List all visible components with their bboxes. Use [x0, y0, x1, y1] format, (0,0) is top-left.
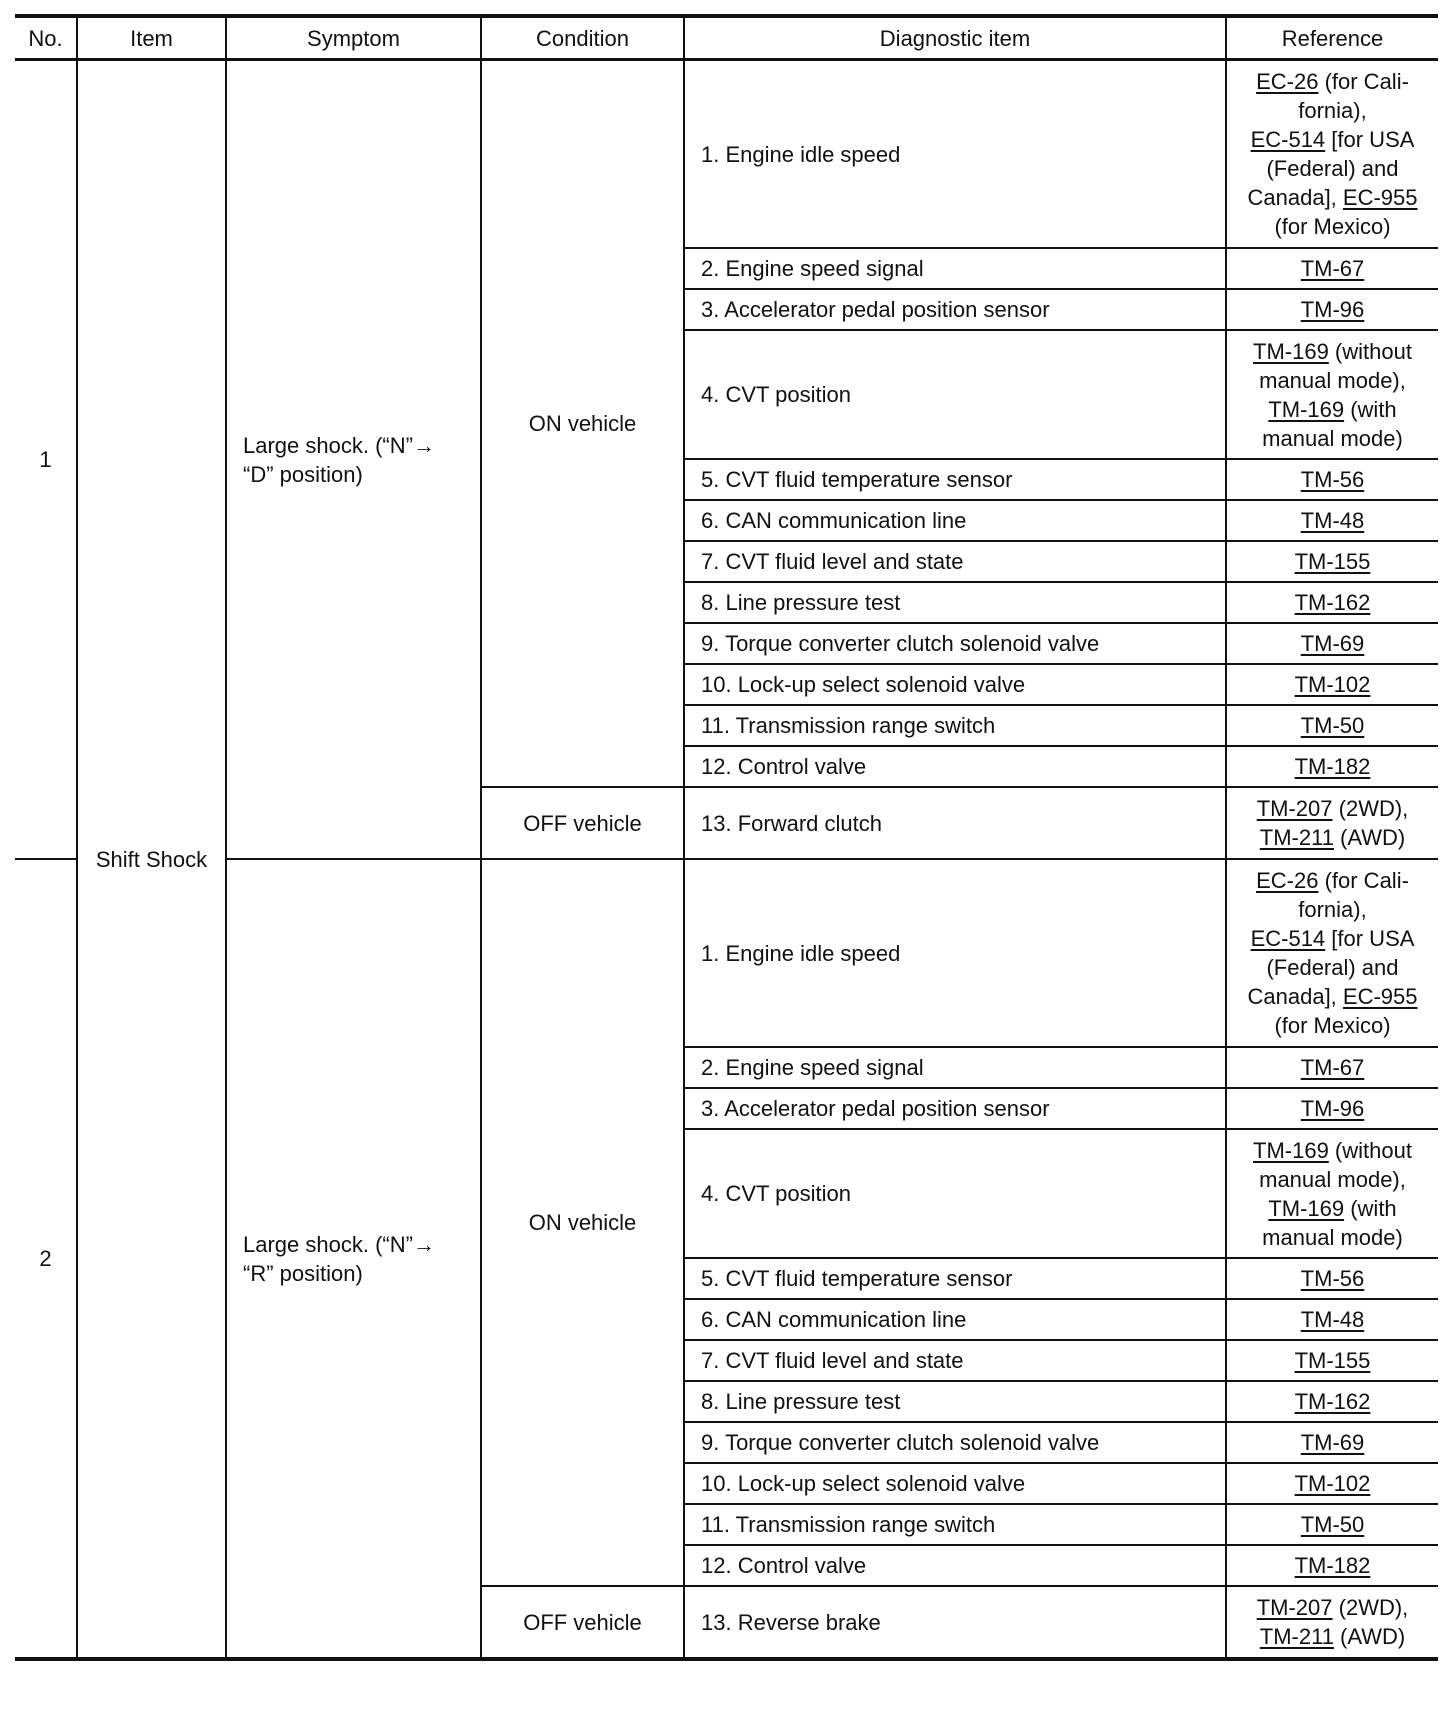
text: manual mode),	[1259, 1166, 1406, 1192]
reference-link[interactable]: TM-69	[1300, 631, 1365, 656]
reference-cell	[1226, 623, 1438, 664]
text: (without	[1328, 338, 1412, 364]
reference-link[interactable]: TM-56	[1300, 467, 1365, 492]
text: Canada],	[1247, 185, 1343, 210]
diagnostic-item: 4. CVT position	[684, 1129, 1226, 1258]
condition-off-vehicle: OFF vehicle	[481, 787, 684, 859]
reference-cell	[1226, 1381, 1438, 1422]
diagnostic-item: 9. Torque converter clutch solenoid valve	[684, 1422, 1226, 1463]
condition-on-vehicle: ON vehicle	[481, 859, 684, 1586]
reference-cell	[1226, 1299, 1438, 1340]
reference-cell	[1226, 1422, 1438, 1463]
text: (Federal) and	[1266, 156, 1399, 181]
text: (with	[1344, 1195, 1397, 1221]
text: Canada],	[1247, 984, 1343, 1009]
diagnostic-item: 12. Control valve	[684, 1545, 1226, 1586]
reference-cell	[1226, 746, 1438, 787]
text: (Federal) and	[1266, 955, 1399, 980]
header-reference: Reference	[1226, 16, 1438, 60]
reference-link[interactable]: TM-48	[1300, 1307, 1365, 1332]
diagnostic-item: 9. Torque converter clutch solenoid valve	[684, 623, 1226, 664]
text: [for USA	[1325, 127, 1415, 152]
reference-cell	[1226, 1463, 1438, 1504]
reference-link[interactable]: TM-102	[1294, 672, 1371, 697]
reference-cell	[1226, 541, 1438, 582]
reference-link[interactable]: TM-207	[1256, 1595, 1333, 1620]
reference-cell	[1226, 1340, 1438, 1381]
reference-cell	[1226, 859, 1438, 1047]
diagnostic-item: 2. Engine speed signal	[684, 1047, 1226, 1088]
reference-cell	[1226, 330, 1438, 459]
reference-link[interactable]: TM-169	[1253, 338, 1329, 364]
reference-link[interactable]: TM-67	[1300, 1055, 1365, 1080]
text: (AWD)	[1333, 825, 1406, 850]
diagnostic-item: 8. Line pressure test	[684, 1381, 1226, 1422]
diagnostic-item: 4. CVT position	[684, 330, 1226, 459]
condition-on-vehicle: ON vehicle	[481, 60, 684, 788]
text: (2WD),	[1332, 1595, 1409, 1620]
diagnostic-item: 1. Engine idle speed	[684, 60, 1226, 249]
reference-cell	[1226, 582, 1438, 623]
reference-cell	[1226, 787, 1438, 859]
reference-cell	[1226, 500, 1438, 541]
reference-link[interactable]: TM-102	[1294, 1471, 1371, 1496]
table-row	[15, 859, 1438, 1047]
reference-link[interactable]: TM-67	[1300, 256, 1365, 281]
text: (without	[1328, 1137, 1412, 1163]
diagnostic-item: 11. Transmission range switch	[684, 705, 1226, 746]
reference-cell	[1226, 248, 1438, 289]
text: fornia),	[1298, 897, 1367, 922]
text: (2WD),	[1332, 796, 1409, 821]
diagnostic-item: 7. CVT fluid level and state	[684, 541, 1226, 582]
reference-cell	[1226, 1545, 1438, 1586]
text: (for Mexico)	[1274, 1013, 1391, 1038]
symptom-line: “R” position)	[243, 1260, 363, 1286]
header-no: No.	[15, 16, 77, 60]
reference-link[interactable]: TM-56	[1300, 1266, 1365, 1291]
text: (with	[1344, 396, 1397, 422]
reference-cell	[1226, 664, 1438, 705]
reference-link[interactable]: EC-514	[1250, 127, 1326, 152]
reference-link[interactable]: TM-162	[1294, 1389, 1371, 1414]
diagnostic-item: 10. Lock-up select solenoid valve	[684, 1463, 1226, 1504]
row-number: 2	[15, 859, 77, 1659]
symptom-line: Large shock. (“N”→	[243, 432, 435, 458]
diagnostic-item: 3. Accelerator pedal position sensor	[684, 289, 1226, 330]
diagnostic-item: 13. Reverse brake	[684, 1586, 1226, 1659]
text: (for Cali-	[1318, 69, 1409, 94]
reference-link[interactable]: TM-169	[1253, 1137, 1329, 1163]
reference-link[interactable]: TM-169	[1268, 396, 1345, 422]
diagnostic-item: 10. Lock-up select solenoid valve	[684, 664, 1226, 705]
condition-off-vehicle: OFF vehicle	[481, 1586, 684, 1659]
reference-link[interactable]: TM-211	[1259, 825, 1334, 850]
diagnosis-table	[15, 14, 1438, 1661]
diagnostic-item: 11. Transmission range switch	[684, 1504, 1226, 1545]
reference-cell	[1226, 1258, 1438, 1299]
diagnostic-item: 6. CAN communication line	[684, 1299, 1226, 1340]
text: (for Cali-	[1318, 868, 1409, 893]
reference-link[interactable]: TM-96	[1300, 297, 1365, 322]
symptom-line: Large shock. (“N”→	[243, 1231, 435, 1257]
reference-cell	[1226, 1129, 1438, 1258]
header-condition: Condition	[481, 16, 684, 60]
reference-link[interactable]: TM-155	[1294, 549, 1371, 574]
reference-link[interactable]: TM-211	[1259, 1624, 1334, 1649]
reference-cell	[1226, 1504, 1438, 1545]
row-number: 1	[15, 60, 77, 860]
reference-link[interactable]: TM-48	[1300, 508, 1365, 533]
text: (for Mexico)	[1274, 214, 1391, 239]
reference-link[interactable]: EC-955	[1342, 984, 1418, 1009]
header-row	[15, 16, 1438, 60]
diagnostic-item: 3. Accelerator pedal position sensor	[684, 1088, 1226, 1129]
diagnostic-item: 2. Engine speed signal	[684, 248, 1226, 289]
table-row	[15, 60, 1438, 249]
text: manual mode),	[1259, 367, 1406, 393]
symptom-cell	[226, 60, 481, 860]
diagnostic-item: 7. CVT fluid level and state	[684, 1340, 1226, 1381]
reference-cell	[1226, 459, 1438, 500]
symptom-cell	[226, 859, 481, 1659]
reference-link[interactable]: EC-26	[1256, 868, 1319, 893]
reference-cell	[1226, 289, 1438, 330]
diagnostic-item: 13. Forward clutch	[684, 787, 1226, 859]
header-diagnostic-item: Diagnostic item	[684, 16, 1226, 60]
reference-link[interactable]: TM-207	[1256, 796, 1333, 821]
reference-link[interactable]: EC-955	[1342, 185, 1418, 210]
reference-link[interactable]: TM-182	[1294, 754, 1371, 779]
reference-link[interactable]: TM-50	[1300, 713, 1365, 738]
header-symptom: Symptom	[226, 16, 481, 60]
text: manual mode)	[1262, 1224, 1403, 1250]
item-cell: Shift Shock	[77, 60, 226, 1660]
header-item: Item	[77, 16, 226, 60]
reference-link[interactable]: EC-514	[1250, 926, 1326, 951]
reference-link[interactable]: TM-162	[1294, 590, 1371, 615]
table-body	[15, 60, 1438, 1660]
diagnostic-item: 1. Engine idle speed	[684, 859, 1226, 1047]
reference-link[interactable]: TM-96	[1300, 1096, 1365, 1121]
diagnostic-item: 5. CVT fluid temperature sensor	[684, 459, 1226, 500]
reference-link[interactable]: TM-69	[1300, 1430, 1365, 1455]
diagnostic-item: 8. Line pressure test	[684, 582, 1226, 623]
text: manual mode)	[1262, 425, 1403, 451]
diagnostic-item: 12. Control valve	[684, 746, 1226, 787]
reference-link[interactable]: TM-182	[1294, 1553, 1371, 1578]
text: (AWD)	[1333, 1624, 1406, 1649]
text: [for USA	[1325, 926, 1415, 951]
reference-cell	[1226, 1586, 1438, 1659]
text: fornia),	[1298, 98, 1367, 123]
reference-cell	[1226, 1047, 1438, 1088]
diagnostic-item: 5. CVT fluid temperature sensor	[684, 1258, 1226, 1299]
symptom-line: “D” position)	[243, 461, 363, 487]
reference-link[interactable]: TM-155	[1294, 1348, 1371, 1373]
diagnostic-item: 6. CAN communication line	[684, 500, 1226, 541]
reference-cell	[1226, 705, 1438, 746]
reference-link[interactable]: TM-50	[1300, 1512, 1365, 1537]
reference-link[interactable]: EC-26	[1256, 69, 1319, 94]
reference-cell	[1226, 60, 1438, 249]
reference-cell	[1226, 1088, 1438, 1129]
reference-link[interactable]: TM-169	[1268, 1195, 1345, 1221]
